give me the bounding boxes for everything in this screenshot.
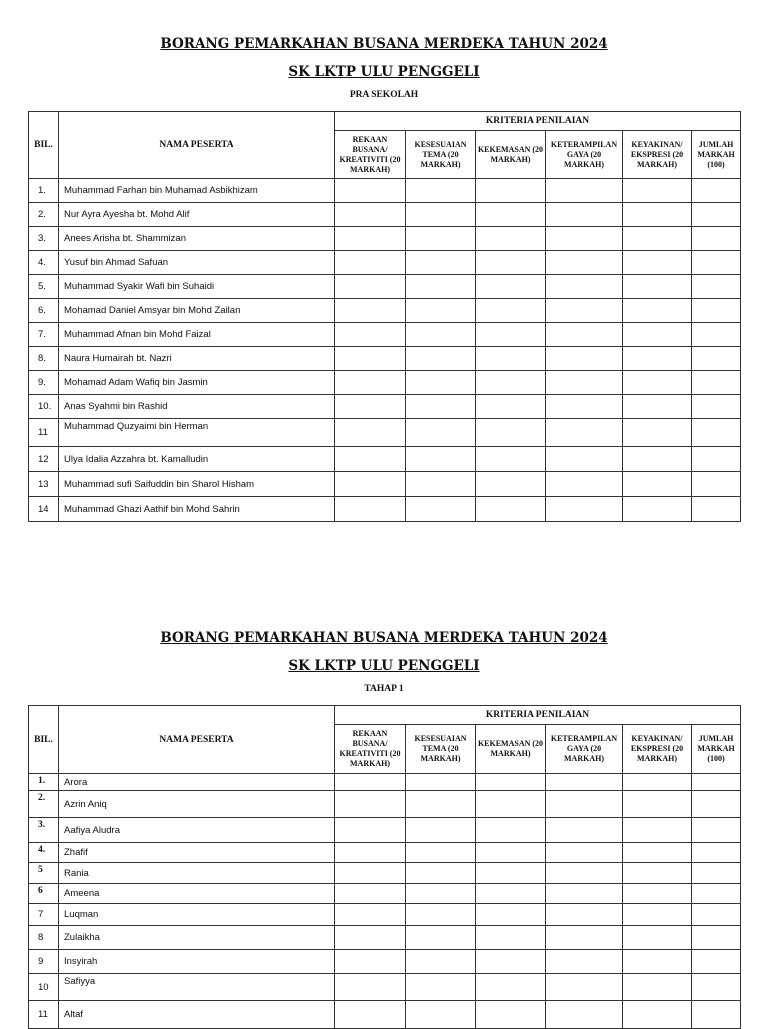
score-cell[interactable] <box>623 791 692 818</box>
participant-name: Zhafif <box>59 843 335 863</box>
score-cell[interactable] <box>546 179 623 203</box>
header-criterion: KEKEMASAN (20 MARKAH) <box>476 131 546 179</box>
header-criteria: KRITERIA PENILAIAN <box>335 706 741 725</box>
table-row <box>29 791 741 818</box>
score-cell[interactable] <box>406 179 476 203</box>
row-number: 4. <box>29 251 59 275</box>
score-cell[interactable] <box>406 791 476 818</box>
table-row <box>29 395 741 419</box>
row-number: 2. <box>29 203 59 227</box>
score-cell[interactable] <box>406 950 476 974</box>
table-row <box>29 179 741 203</box>
table-row <box>29 275 741 299</box>
header-criterion: KESESUAIAN TEMA (20 MARKAH) <box>406 131 476 179</box>
score-cell[interactable] <box>406 1001 476 1029</box>
score-cell[interactable] <box>476 299 546 323</box>
score-cell[interactable] <box>692 974 741 1001</box>
score-cell[interactable] <box>546 791 623 818</box>
participant-name: Altaf <box>59 1001 335 1029</box>
score-cell[interactable] <box>623 347 692 371</box>
score-cell[interactable] <box>692 497 741 522</box>
score-cell[interactable] <box>623 419 692 447</box>
score-cell[interactable] <box>335 791 406 818</box>
score-cell[interactable] <box>406 251 476 275</box>
participant-name: Luqman <box>59 904 335 926</box>
table-row <box>29 251 741 275</box>
table-row <box>29 447 741 472</box>
score-cell[interactable] <box>623 203 692 227</box>
participant-name: Mohamad Daniel Amsyar bin Mohd Zailan <box>59 299 335 323</box>
participant-name: Muhammad sufi Saifuddin bin Sharol Hisham <box>59 472 335 497</box>
table-row <box>29 818 741 843</box>
score-cell[interactable] <box>692 227 741 251</box>
score-cell[interactable] <box>476 863 546 884</box>
score-cell[interactable] <box>406 904 476 926</box>
score-cell[interactable] <box>335 275 406 299</box>
score-cell[interactable] <box>692 275 741 299</box>
score-cell[interactable] <box>546 371 623 395</box>
score-cell[interactable] <box>692 323 741 347</box>
score-cell[interactable] <box>546 419 623 447</box>
participant-name: Azrin Aniq <box>59 791 335 818</box>
score-cell[interactable] <box>546 774 623 791</box>
score-cell[interactable] <box>406 299 476 323</box>
score-cell[interactable] <box>546 275 623 299</box>
table-row <box>29 974 741 1001</box>
header-bil: BIL. <box>29 706 59 774</box>
score-cell[interactable] <box>546 227 623 251</box>
score-cell[interactable] <box>623 299 692 323</box>
row-number: 6. <box>29 299 59 323</box>
score-cell[interactable] <box>623 371 692 395</box>
score-cell[interactable] <box>406 818 476 843</box>
score-cell[interactable] <box>623 275 692 299</box>
participant-name: Muhammad Afnan bin Mohd Faizal <box>59 323 335 347</box>
score-cell[interactable] <box>476 818 546 843</box>
score-cell[interactable] <box>476 371 546 395</box>
header-criterion: KETERAMPILAN GAYA (20 MARKAH) <box>546 131 623 179</box>
table-row <box>29 203 741 227</box>
score-cell[interactable] <box>476 884 546 904</box>
row-number: 7 <box>29 904 59 926</box>
score-cell[interactable] <box>476 926 546 950</box>
score-cell[interactable] <box>476 472 546 497</box>
score-cell[interactable] <box>476 323 546 347</box>
score-cell[interactable] <box>476 774 546 791</box>
header-criterion: KETERAMPILAN GAYA (20 MARKAH) <box>546 725 623 774</box>
score-cell[interactable] <box>692 791 741 818</box>
table-row <box>29 371 741 395</box>
score-cell[interactable] <box>476 227 546 251</box>
score-cell[interactable] <box>546 818 623 843</box>
row-number: 14 <box>29 497 59 522</box>
score-cell[interactable] <box>335 863 406 884</box>
school-name: SK LKTP ULU PENGGELI <box>288 658 480 674</box>
score-cell[interactable] <box>335 774 406 791</box>
table-row <box>29 1001 741 1029</box>
score-cell[interactable] <box>623 251 692 275</box>
score-cell[interactable] <box>546 843 623 863</box>
participant-name: Muhammad Quzyaimi bin Herman <box>59 419 335 447</box>
participant-name: Arora <box>59 774 335 791</box>
participant-name: Muhammad Ghazi Aathif bin Mohd Sahrin <box>59 497 335 522</box>
row-number: 6 <box>29 884 59 904</box>
row-number: 5. <box>29 275 59 299</box>
score-cell[interactable] <box>546 472 623 497</box>
score-cell[interactable] <box>335 950 406 974</box>
score-cell[interactable] <box>546 203 623 227</box>
score-cell[interactable] <box>692 863 741 884</box>
score-cell[interactable] <box>476 1001 546 1029</box>
score-cell[interactable] <box>546 884 623 904</box>
school-name: SK LKTP ULU PENGGELI <box>288 64 480 80</box>
row-number: 12 <box>29 447 59 472</box>
score-cell[interactable] <box>335 884 406 904</box>
participant-name: Naura Humairah bt. Nazri <box>59 347 335 371</box>
score-cell[interactable] <box>406 774 476 791</box>
score-cell[interactable] <box>546 299 623 323</box>
score-cell[interactable] <box>406 419 476 447</box>
score-cell[interactable] <box>623 395 692 419</box>
score-cell[interactable] <box>335 251 406 275</box>
score-cell[interactable] <box>692 950 741 974</box>
participant-name: Safiyya <box>59 974 335 1001</box>
table-row <box>29 774 741 791</box>
row-number: 3. <box>29 227 59 251</box>
header-criterion: KEYAKINAN/ EKSPRESI (20 MARKAH) <box>623 725 692 774</box>
score-cell[interactable] <box>546 323 623 347</box>
row-number: 11 <box>29 1001 59 1029</box>
score-cell[interactable] <box>623 950 692 974</box>
row-number: 9 <box>29 950 59 974</box>
score-cell[interactable] <box>406 497 476 522</box>
score-cell[interactable] <box>692 926 741 950</box>
score-cell[interactable] <box>623 323 692 347</box>
score-cell[interactable] <box>335 203 406 227</box>
score-cell[interactable] <box>546 904 623 926</box>
row-number: 8. <box>29 347 59 371</box>
score-cell[interactable] <box>476 419 546 447</box>
score-cell[interactable] <box>335 347 406 371</box>
score-cell[interactable] <box>623 774 692 791</box>
score-cell[interactable] <box>476 203 546 227</box>
header-criterion: KEYAKINAN/ EKSPRESI (20 MARKAH) <box>623 131 692 179</box>
header-criterion: REKAAN BUSANA/ KREATIVITI (20 MARKAH) <box>335 131 406 179</box>
score-cell[interactable] <box>623 179 692 203</box>
score-cell[interactable] <box>546 950 623 974</box>
score-cell[interactable] <box>623 843 692 863</box>
table-row <box>29 497 741 522</box>
score-cell[interactable] <box>546 497 623 522</box>
score-cell[interactable] <box>546 863 623 884</box>
score-cell[interactable] <box>692 179 741 203</box>
score-cell[interactable] <box>335 472 406 497</box>
table-row <box>29 884 741 904</box>
participant-name: Anas Syahmi bin Rashid <box>59 395 335 419</box>
row-number: 9. <box>29 371 59 395</box>
score-cell[interactable] <box>546 974 623 1001</box>
category-label: TAHAP 1 <box>364 684 404 694</box>
score-cell[interactable] <box>406 884 476 904</box>
score-cell[interactable] <box>692 904 741 926</box>
score-cell[interactable] <box>335 926 406 950</box>
participant-name: Ulya Idalia Azzahra bt. Kamalludin <box>59 447 335 472</box>
score-cell[interactable] <box>406 974 476 1001</box>
score-cell[interactable] <box>546 347 623 371</box>
score-cell[interactable] <box>692 884 741 904</box>
score-cell[interactable] <box>692 371 741 395</box>
score-cell[interactable] <box>335 371 406 395</box>
score-cell[interactable] <box>546 1001 623 1029</box>
score-cell[interactable] <box>335 1001 406 1029</box>
table-row <box>29 227 741 251</box>
header-name: NAMA PESERTA <box>59 112 335 179</box>
score-cell[interactable] <box>546 395 623 419</box>
score-cell[interactable] <box>692 299 741 323</box>
participant-name: Rania <box>59 863 335 884</box>
row-number: 10. <box>29 395 59 419</box>
score-cell[interactable] <box>476 904 546 926</box>
score-cell[interactable] <box>406 371 476 395</box>
score-cell[interactable] <box>476 447 546 472</box>
header-criteria: KRITERIA PENILAIAN <box>335 112 741 131</box>
row-number: 2. <box>29 791 59 818</box>
participant-name: Muhammad Farhan bin Muhamad Asbikhizam <box>59 179 335 203</box>
score-cell[interactable] <box>476 497 546 522</box>
score-cell[interactable] <box>406 863 476 884</box>
score-cell[interactable] <box>476 251 546 275</box>
score-cell[interactable] <box>406 203 476 227</box>
participant-name: Mohamad Adam Wafiq bin Jasmin <box>59 371 335 395</box>
scoring-table <box>28 111 741 522</box>
form-title: BORANG PEMARKAHAN BUSANA MERDEKA TAHUN 2024 <box>160 630 608 646</box>
participant-name: Zulaikha <box>59 926 335 950</box>
score-cell[interactable] <box>335 974 406 1001</box>
header-name: NAMA PESERTA <box>59 706 335 774</box>
score-cell[interactable] <box>692 395 741 419</box>
score-cell[interactable] <box>406 926 476 950</box>
score-cell[interactable] <box>692 1001 741 1029</box>
participant-name: Nur Ayra Ayesha bt. Mohd Alif <box>59 203 335 227</box>
score-cell[interactable] <box>335 497 406 522</box>
score-cell[interactable] <box>623 904 692 926</box>
participant-name: Muhammad Syakir Wafi bin Suhaidi <box>59 275 335 299</box>
score-cell[interactable] <box>406 395 476 419</box>
header-criterion: REKAAN BUSANA/ KREATIVITI (20 MARKAH) <box>335 725 406 774</box>
score-cell[interactable] <box>623 818 692 843</box>
score-cell[interactable] <box>623 227 692 251</box>
participant-name: Anees Arisha bt. Shammizan <box>59 227 335 251</box>
table-row <box>29 863 741 884</box>
table-row <box>29 347 741 371</box>
score-cell[interactable] <box>692 843 741 863</box>
score-cell[interactable] <box>692 774 741 791</box>
score-cell[interactable] <box>476 791 546 818</box>
score-cell[interactable] <box>546 447 623 472</box>
row-number: 1. <box>29 774 59 791</box>
score-cell[interactable] <box>476 347 546 371</box>
score-cell[interactable] <box>335 395 406 419</box>
score-cell[interactable] <box>692 472 741 497</box>
table-row <box>29 926 741 950</box>
header-criterion: KEKEMASAN (20 MARKAH) <box>476 725 546 774</box>
score-cell[interactable] <box>692 251 741 275</box>
header-criterion: JUMLAH MARKAH (100) <box>692 131 741 179</box>
score-cell[interactable] <box>692 818 741 843</box>
table-row <box>29 843 741 863</box>
table-row <box>29 472 741 497</box>
row-number: 13 <box>29 472 59 497</box>
score-cell[interactable] <box>623 447 692 472</box>
score-cell[interactable] <box>406 447 476 472</box>
score-cell[interactable] <box>335 419 406 447</box>
header-criterion: KESESUAIAN TEMA (20 MARKAH) <box>406 725 476 774</box>
score-cell[interactable] <box>335 904 406 926</box>
score-cell[interactable] <box>546 926 623 950</box>
score-cell[interactable] <box>623 472 692 497</box>
row-number: 3. <box>29 818 59 843</box>
score-cell[interactable] <box>406 227 476 251</box>
score-cell[interactable] <box>623 1001 692 1029</box>
table-row <box>29 904 741 926</box>
score-cell[interactable] <box>406 347 476 371</box>
row-number: 7. <box>29 323 59 347</box>
score-cell[interactable] <box>335 843 406 863</box>
row-number: 4. <box>29 843 59 863</box>
score-cell[interactable] <box>406 843 476 863</box>
score-cell[interactable] <box>406 472 476 497</box>
score-cell[interactable] <box>476 275 546 299</box>
table-row <box>29 323 741 347</box>
score-cell[interactable] <box>335 227 406 251</box>
header-bil: BIL. <box>29 112 59 179</box>
score-cell[interactable] <box>335 323 406 347</box>
table-row <box>29 419 741 447</box>
row-number: 11 <box>29 419 59 447</box>
score-cell[interactable] <box>623 926 692 950</box>
table-row <box>29 950 741 974</box>
score-cell[interactable] <box>335 299 406 323</box>
score-cell[interactable] <box>692 447 741 472</box>
header-criterion: JUMLAH MARKAH (100) <box>692 725 741 774</box>
row-number: 1. <box>29 179 59 203</box>
score-cell[interactable] <box>335 818 406 843</box>
score-cell[interactable] <box>692 203 741 227</box>
scoring-table <box>28 705 741 1029</box>
score-cell[interactable] <box>692 347 741 371</box>
score-cell[interactable] <box>406 323 476 347</box>
participant-name: Ameena <box>59 884 335 904</box>
score-cell[interactable] <box>623 884 692 904</box>
score-cell[interactable] <box>623 863 692 884</box>
row-number: 10 <box>29 974 59 1001</box>
participant-name: Aafiya Aludra <box>59 818 335 843</box>
participant-name: Yusuf bin Ahmad Safuan <box>59 251 335 275</box>
score-cell[interactable] <box>476 395 546 419</box>
score-cell[interactable] <box>476 179 546 203</box>
category-label: PRA SEKOLAH <box>349 90 419 100</box>
form-title: BORANG PEMARKAHAN BUSANA MERDEKA TAHUN 2024 <box>160 36 608 52</box>
score-cell[interactable] <box>476 974 546 1001</box>
score-cell[interactable] <box>546 251 623 275</box>
score-cell[interactable] <box>623 497 692 522</box>
score-cell[interactable] <box>406 275 476 299</box>
score-cell[interactable] <box>335 179 406 203</box>
score-cell[interactable] <box>692 419 741 447</box>
participant-name: Insyirah <box>59 950 335 974</box>
score-cell[interactable] <box>623 974 692 1001</box>
row-number: 8 <box>29 926 59 950</box>
table-row <box>29 299 741 323</box>
score-cell[interactable] <box>476 843 546 863</box>
row-number: 5 <box>29 863 59 884</box>
score-cell[interactable] <box>335 447 406 472</box>
score-cell[interactable] <box>476 950 546 974</box>
